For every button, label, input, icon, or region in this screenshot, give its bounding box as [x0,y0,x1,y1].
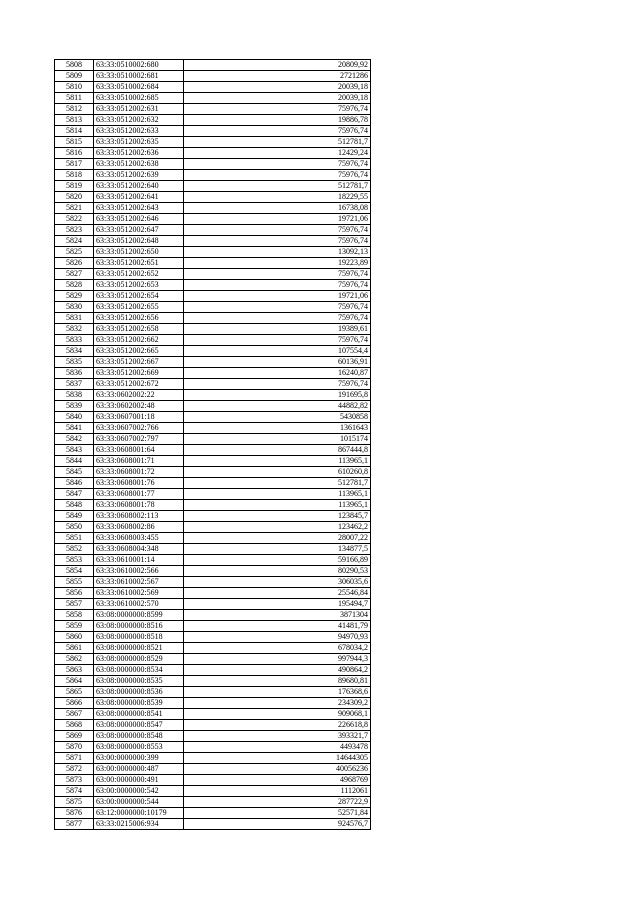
row-number-cell: 5818 [55,170,94,181]
row-number-cell: 5846 [55,478,94,489]
table-row [55,368,371,379]
cadastral-number-cell: 63:33:0607001:18 [94,412,184,423]
table-row [55,390,371,401]
cadastral-number-cell: 63:33:0512002:633 [94,126,184,137]
value-cell: 113965,1 [184,500,371,511]
cadastral-number-cell: 63:33:0512002:651 [94,258,184,269]
row-number-cell: 5866 [55,698,94,709]
value-cell: 19389,61 [184,324,371,335]
row-number-cell: 5872 [55,764,94,775]
value-cell: 123845,7 [184,511,371,522]
row-number-cell: 5843 [55,445,94,456]
cadastral-number-cell: 63:33:0512002:641 [94,192,184,203]
row-number-cell: 5848 [55,500,94,511]
table-row [55,181,371,192]
table-row [55,467,371,478]
row-number-cell: 5830 [55,302,94,313]
cadastral-number-cell: 63:33:0512002:662 [94,335,184,346]
table-row [55,401,371,412]
table-row [55,698,371,709]
table-row [55,786,371,797]
row-number-cell: 5855 [55,577,94,588]
row-number-cell: 5875 [55,797,94,808]
row-number-cell: 5852 [55,544,94,555]
cadastral-number-cell: 63:33:0608004:348 [94,544,184,555]
row-number-cell: 5853 [55,555,94,566]
table-row [55,137,371,148]
row-number-cell: 5814 [55,126,94,137]
value-cell: 40056236 [184,764,371,775]
table-row [55,599,371,610]
cadastral-number-cell: 63:33:0512002:631 [94,104,184,115]
cadastral-number-cell: 63:33:0510002:680 [94,60,184,71]
table-row [55,632,371,643]
data-table [54,59,371,830]
value-cell: 4968769 [184,775,371,786]
table-row [55,269,371,280]
value-cell: 1015174 [184,434,371,445]
value-cell: 113965,1 [184,456,371,467]
row-number-cell: 5862 [55,654,94,665]
value-cell: 1112061 [184,786,371,797]
value-cell: 909068,1 [184,709,371,720]
table-row [55,60,371,71]
value-cell: 512781,7 [184,137,371,148]
value-cell: 4493478 [184,742,371,753]
cadastral-number-cell: 63:08:0000000:8516 [94,621,184,632]
row-number-cell: 5841 [55,423,94,434]
table-row [55,82,371,93]
table-row [55,412,371,423]
table-row [55,577,371,588]
value-cell: 20039,18 [184,82,371,93]
cadastral-number-cell: 63:08:0000000:8539 [94,698,184,709]
cadastral-number-cell: 63:33:0512002:646 [94,214,184,225]
row-number-cell: 5874 [55,786,94,797]
row-number-cell: 5849 [55,511,94,522]
row-number-cell: 5844 [55,456,94,467]
table-row [55,566,371,577]
cadastral-number-cell: 63:33:0512002:667 [94,357,184,368]
table-row [55,720,371,731]
row-number-cell: 5808 [55,60,94,71]
value-cell: 176368,6 [184,687,371,698]
table-body [55,60,371,830]
value-cell: 867444,8 [184,445,371,456]
row-number-cell: 5861 [55,643,94,654]
table-row [55,225,371,236]
table-row [55,115,371,126]
table-row [55,346,371,357]
value-cell: 113965,1 [184,489,371,500]
cadastral-number-cell: 63:33:0215006:934 [94,819,184,830]
value-cell: 59166,89 [184,555,371,566]
row-number-cell: 5868 [55,720,94,731]
table-row [55,324,371,335]
row-number-cell: 5810 [55,82,94,93]
cadastral-number-cell: 63:33:0602002:48 [94,401,184,412]
cadastral-number-cell: 63:33:0512002:632 [94,115,184,126]
table-row [55,731,371,742]
value-cell: 52571,84 [184,808,371,819]
cadastral-number-cell: 63:33:0512002:658 [94,324,184,335]
table-row [55,489,371,500]
value-cell: 25546,84 [184,588,371,599]
row-number-cell: 5854 [55,566,94,577]
cadastral-number-cell: 63:00:0000000:399 [94,753,184,764]
value-cell: 5430858 [184,412,371,423]
table-row [55,434,371,445]
row-number-cell: 5832 [55,324,94,335]
value-cell: 123462,2 [184,522,371,533]
value-cell: 75976,74 [184,280,371,291]
row-number-cell: 5834 [55,346,94,357]
value-cell: 75976,74 [184,335,371,346]
table-row [55,104,371,115]
table-row [55,687,371,698]
cadastral-number-cell: 63:08:0000000:8548 [94,731,184,742]
row-number-cell: 5850 [55,522,94,533]
cadastral-number-cell: 63:33:0608001:72 [94,467,184,478]
value-cell: 19886,78 [184,115,371,126]
cadastral-number-cell: 63:33:0602002:22 [94,390,184,401]
table-row [55,753,371,764]
cadastral-number-cell: 63:33:0608001:76 [94,478,184,489]
table-row [55,478,371,489]
table-row [55,291,371,302]
value-cell: 12429,24 [184,148,371,159]
cadastral-number-cell: 63:33:0512002:636 [94,148,184,159]
cadastral-number-cell: 63:33:0610002:569 [94,588,184,599]
row-number-cell: 5811 [55,93,94,104]
cadastral-number-cell: 63:33:0608001:64 [94,445,184,456]
cadastral-number-cell: 63:33:0608001:78 [94,500,184,511]
table-row [55,379,371,390]
table-row [55,335,371,346]
row-number-cell: 5873 [55,775,94,786]
value-cell: 924576,7 [184,819,371,830]
value-cell: 19721,06 [184,291,371,302]
value-cell: 678034,2 [184,643,371,654]
cadastral-number-cell: 63:08:0000000:8518 [94,632,184,643]
value-cell: 75976,74 [184,313,371,324]
cadastral-number-cell: 63:33:0512002:655 [94,302,184,313]
table-row [55,522,371,533]
table-row [55,313,371,324]
value-cell: 512781,7 [184,181,371,192]
cadastral-number-cell: 63:33:0510002:681 [94,71,184,82]
value-cell: 490864,2 [184,665,371,676]
cadastral-number-cell: 63:08:0000000:8529 [94,654,184,665]
row-number-cell: 5820 [55,192,94,203]
value-cell: 3871304 [184,610,371,621]
row-number-cell: 5833 [55,335,94,346]
table-row [55,610,371,621]
table-row [55,500,371,511]
row-number-cell: 5847 [55,489,94,500]
row-number-cell: 5837 [55,379,94,390]
row-number-cell: 5864 [55,676,94,687]
value-cell: 14644305 [184,753,371,764]
cadastral-number-cell: 63:33:0512002:653 [94,280,184,291]
cadastral-number-cell: 63:33:0607002:797 [94,434,184,445]
table-row [55,764,371,775]
cadastral-number-cell: 63:08:0000000:8553 [94,742,184,753]
cadastral-number-cell: 63:33:0512002:643 [94,203,184,214]
table-row [55,709,371,720]
cadastral-number-cell: 63:33:0512002:672 [94,379,184,390]
row-number-cell: 5816 [55,148,94,159]
row-number-cell: 5825 [55,247,94,258]
value-cell: 75976,74 [184,126,371,137]
value-cell: 16738,08 [184,203,371,214]
row-number-cell: 5856 [55,588,94,599]
value-cell: 75976,74 [184,159,371,170]
value-cell: 44882,82 [184,401,371,412]
cadastral-number-cell: 63:33:0512002:639 [94,170,184,181]
table-row [55,654,371,665]
value-cell: 60136,91 [184,357,371,368]
value-cell: 20809,92 [184,60,371,71]
row-number-cell: 5865 [55,687,94,698]
row-number-cell: 5840 [55,412,94,423]
value-cell: 16240,87 [184,368,371,379]
table-row [55,214,371,225]
value-cell: 75976,74 [184,104,371,115]
table-row [55,159,371,170]
table-row [55,280,371,291]
value-cell: 306035,6 [184,577,371,588]
row-number-cell: 5809 [55,71,94,82]
table-row [55,775,371,786]
value-cell: 195494,7 [184,599,371,610]
table-row [55,456,371,467]
row-number-cell: 5859 [55,621,94,632]
cadastral-number-cell: 63:08:0000000:8536 [94,687,184,698]
cadastral-number-cell: 63:33:0608001:77 [94,489,184,500]
value-cell: 19721,06 [184,214,371,225]
cadastral-number-cell: 63:00:0000000:544 [94,797,184,808]
value-cell: 393321,7 [184,731,371,742]
row-number-cell: 5877 [55,819,94,830]
value-cell: 80290,53 [184,566,371,577]
cadastral-number-cell: 63:08:0000000:8541 [94,709,184,720]
value-cell: 75976,74 [184,225,371,236]
row-number-cell: 5869 [55,731,94,742]
cadastral-number-cell: 63:00:0000000:487 [94,764,184,775]
table-row [55,357,371,368]
table-row [55,511,371,522]
row-number-cell: 5871 [55,753,94,764]
row-number-cell: 5817 [55,159,94,170]
cadastral-number-cell: 63:00:0000000:542 [94,786,184,797]
row-number-cell: 5819 [55,181,94,192]
value-cell: 1361643 [184,423,371,434]
row-number-cell: 5824 [55,236,94,247]
row-number-cell: 5851 [55,533,94,544]
value-cell: 20039,18 [184,93,371,104]
value-cell: 94970,93 [184,632,371,643]
cadastral-number-cell: 63:33:0512002:669 [94,368,184,379]
row-number-cell: 5826 [55,258,94,269]
row-number-cell: 5867 [55,709,94,720]
cadastral-number-cell: 63:08:0000000:8534 [94,665,184,676]
table-row [55,588,371,599]
value-cell: 226618,8 [184,720,371,731]
cadastral-number-cell: 63:08:0000000:8599 [94,610,184,621]
table-row [55,192,371,203]
table-row [55,126,371,137]
value-cell: 512781,7 [184,478,371,489]
value-cell: 75976,74 [184,302,371,313]
cadastral-number-cell: 63:33:0512002:650 [94,247,184,258]
row-number-cell: 5857 [55,599,94,610]
row-number-cell: 5863 [55,665,94,676]
table-row [55,544,371,555]
row-number-cell: 5831 [55,313,94,324]
value-cell: 610260,8 [184,467,371,478]
cadastral-number-cell: 63:33:0512002:656 [94,313,184,324]
table-row [55,445,371,456]
row-number-cell: 5821 [55,203,94,214]
table-row [55,621,371,632]
value-cell: 13092,13 [184,247,371,258]
table-row [55,236,371,247]
table-row [55,676,371,687]
table-row [55,258,371,269]
row-number-cell: 5839 [55,401,94,412]
cadastral-number-cell: 63:33:0607002:766 [94,423,184,434]
cadastral-number-cell: 63:33:0512002:648 [94,236,184,247]
table-row [55,797,371,808]
value-cell: 287722,9 [184,797,371,808]
cadastral-number-cell: 63:33:0512002:638 [94,159,184,170]
value-cell: 134877,5 [184,544,371,555]
value-cell: 107554,4 [184,346,371,357]
cadastral-number-cell: 63:33:0610001:14 [94,555,184,566]
table-row [55,533,371,544]
row-number-cell: 5813 [55,115,94,126]
value-cell: 75976,74 [184,236,371,247]
value-cell: 234309,2 [184,698,371,709]
table-row [55,742,371,753]
table-row [55,555,371,566]
cadastral-number-cell: 63:08:0000000:8547 [94,720,184,731]
table-row [55,819,371,830]
cadastral-number-cell: 63:12:0000000:10179 [94,808,184,819]
row-number-cell: 5828 [55,280,94,291]
row-number-cell: 5812 [55,104,94,115]
value-cell: 41481,79 [184,621,371,632]
cadastral-number-cell: 63:33:0512002:652 [94,269,184,280]
cadastral-number-cell: 63:08:0000000:8535 [94,676,184,687]
cadastral-number-cell: 63:33:0510002:685 [94,93,184,104]
table-row [55,170,371,181]
cadastral-number-cell: 63:33:0608001:71 [94,456,184,467]
value-cell: 28007,22 [184,533,371,544]
row-number-cell: 5823 [55,225,94,236]
row-number-cell: 5836 [55,368,94,379]
row-number-cell: 5842 [55,434,94,445]
value-cell: 89680,81 [184,676,371,687]
cadastral-number-cell: 63:33:0510002:684 [94,82,184,93]
row-number-cell: 5876 [55,808,94,819]
value-cell: 18229,55 [184,192,371,203]
table-row [55,93,371,104]
value-cell: 19223,89 [184,258,371,269]
row-number-cell: 5838 [55,390,94,401]
row-number-cell: 5827 [55,269,94,280]
cadastral-number-cell: 63:33:0512002:647 [94,225,184,236]
table-row [55,148,371,159]
row-number-cell: 5822 [55,214,94,225]
cadastral-number-cell: 63:33:0512002:640 [94,181,184,192]
row-number-cell: 5858 [55,610,94,621]
value-cell: 997944,3 [184,654,371,665]
table-row [55,247,371,258]
table-row [55,71,371,82]
value-cell: 191695,8 [184,390,371,401]
value-cell: 2721286 [184,71,371,82]
value-cell: 75976,74 [184,170,371,181]
cadastral-number-cell: 63:33:0608002:86 [94,522,184,533]
value-cell: 75976,74 [184,269,371,280]
row-number-cell: 5829 [55,291,94,302]
cadastral-number-cell: 63:33:0608002:113 [94,511,184,522]
cadastral-number-cell: 63:00:0000000:491 [94,775,184,786]
cadastral-number-cell: 63:33:0608003:455 [94,533,184,544]
cadastral-number-cell: 63:33:0610002:566 [94,566,184,577]
cadastral-number-cell: 63:08:0000000:8521 [94,643,184,654]
table-row [55,808,371,819]
table-row [55,643,371,654]
cadastral-number-cell: 63:33:0512002:654 [94,291,184,302]
row-number-cell: 5845 [55,467,94,478]
cadastral-number-cell: 63:33:0512002:635 [94,137,184,148]
row-number-cell: 5870 [55,742,94,753]
row-number-cell: 5815 [55,137,94,148]
table-row [55,665,371,676]
cadastral-number-cell: 63:33:0610002:570 [94,599,184,610]
table-row [55,302,371,313]
table-row [55,203,371,214]
cadastral-number-cell: 63:33:0512002:665 [94,346,184,357]
row-number-cell: 5835 [55,357,94,368]
cadastral-number-cell: 63:33:0610002:567 [94,577,184,588]
row-number-cell: 5860 [55,632,94,643]
value-cell: 75976,74 [184,379,371,390]
table-row [55,423,371,434]
